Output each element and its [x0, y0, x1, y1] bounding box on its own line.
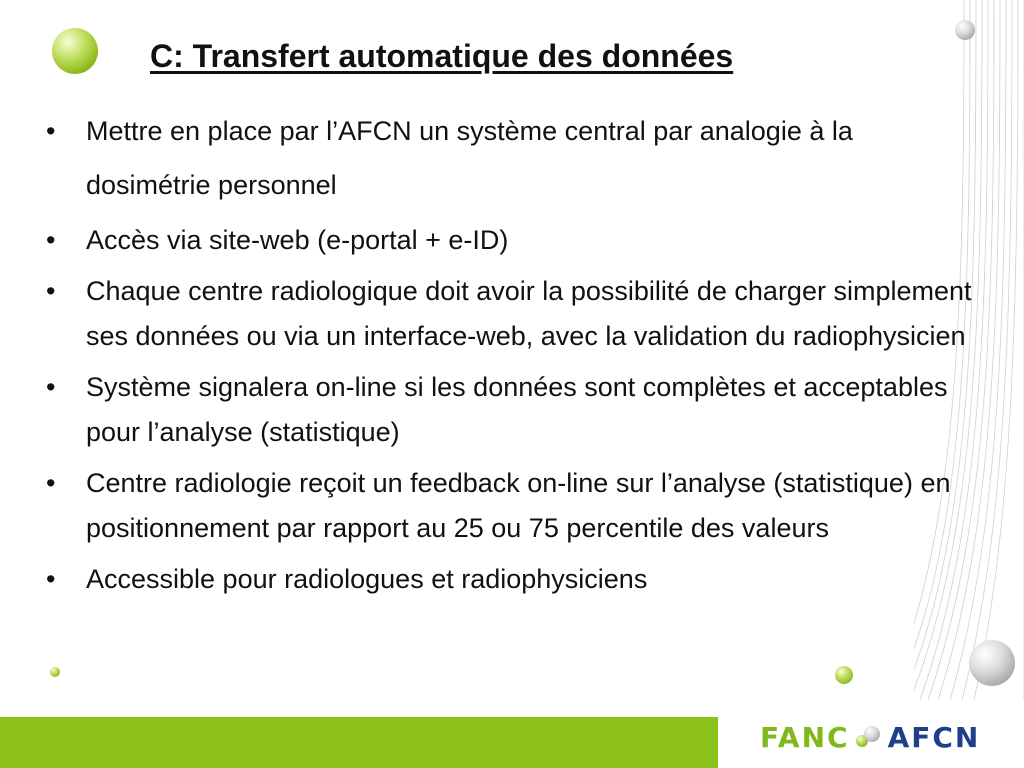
bullet-text: Système signalera on-line si les données sont complètes et acceptables pour l’analyse (statistique) — [86, 372, 948, 447]
footer-bar — [0, 717, 718, 768]
bullet-text: Mettre en place par l’AFCN un système central par analogie à la dosimétrie personnel — [86, 116, 853, 200]
bullet-text: Centre radiologie reçoit un feedback on-line sur l’analyse (statistique) en positionnement par rapport au 25 ou 75 percentile des valeurs — [86, 468, 951, 543]
slide-title: C: Transfert automatique des données — [150, 38, 734, 74]
bullet-item — [46, 557, 976, 602]
bullet-text: Accessible pour radiologues et radiophysiciens — [86, 564, 648, 594]
green-sphere-tiny-icon — [50, 667, 60, 677]
bullet-symbol: • — [46, 116, 56, 146]
bullet-symbol: • — [46, 564, 56, 594]
grey-sphere-icon — [955, 20, 975, 40]
bullet-item — [46, 365, 976, 455]
bullet-list — [46, 108, 976, 602]
logo-fanc-text: FANC — [760, 720, 850, 754]
bullet-symbol: • — [46, 225, 56, 255]
bullet-symbol: • — [46, 276, 56, 306]
green-sphere-icon — [52, 28, 98, 74]
logo-spheres-icon — [854, 723, 884, 751]
logo-afcn-text: AFCN — [887, 720, 981, 754]
bullet-text: Chaque centre radiologique doit avoir la possibilité de charger simplement ses données ou via un interface-web, avec la validation du radiophysicien — [86, 276, 972, 351]
bullet-text: Accès via site-web (e-portal + e-ID) — [86, 225, 509, 255]
fanc-afcn-logo — [760, 722, 980, 752]
bullet-item — [46, 218, 976, 263]
bullet-item — [46, 461, 976, 551]
bullet-item — [46, 104, 976, 212]
green-sphere-small-icon — [835, 666, 853, 684]
grey-sphere-large-icon — [969, 640, 1015, 686]
bullet-item — [46, 269, 976, 359]
bullet-symbol: • — [46, 468, 56, 498]
bullet-symbol: • — [46, 372, 56, 402]
